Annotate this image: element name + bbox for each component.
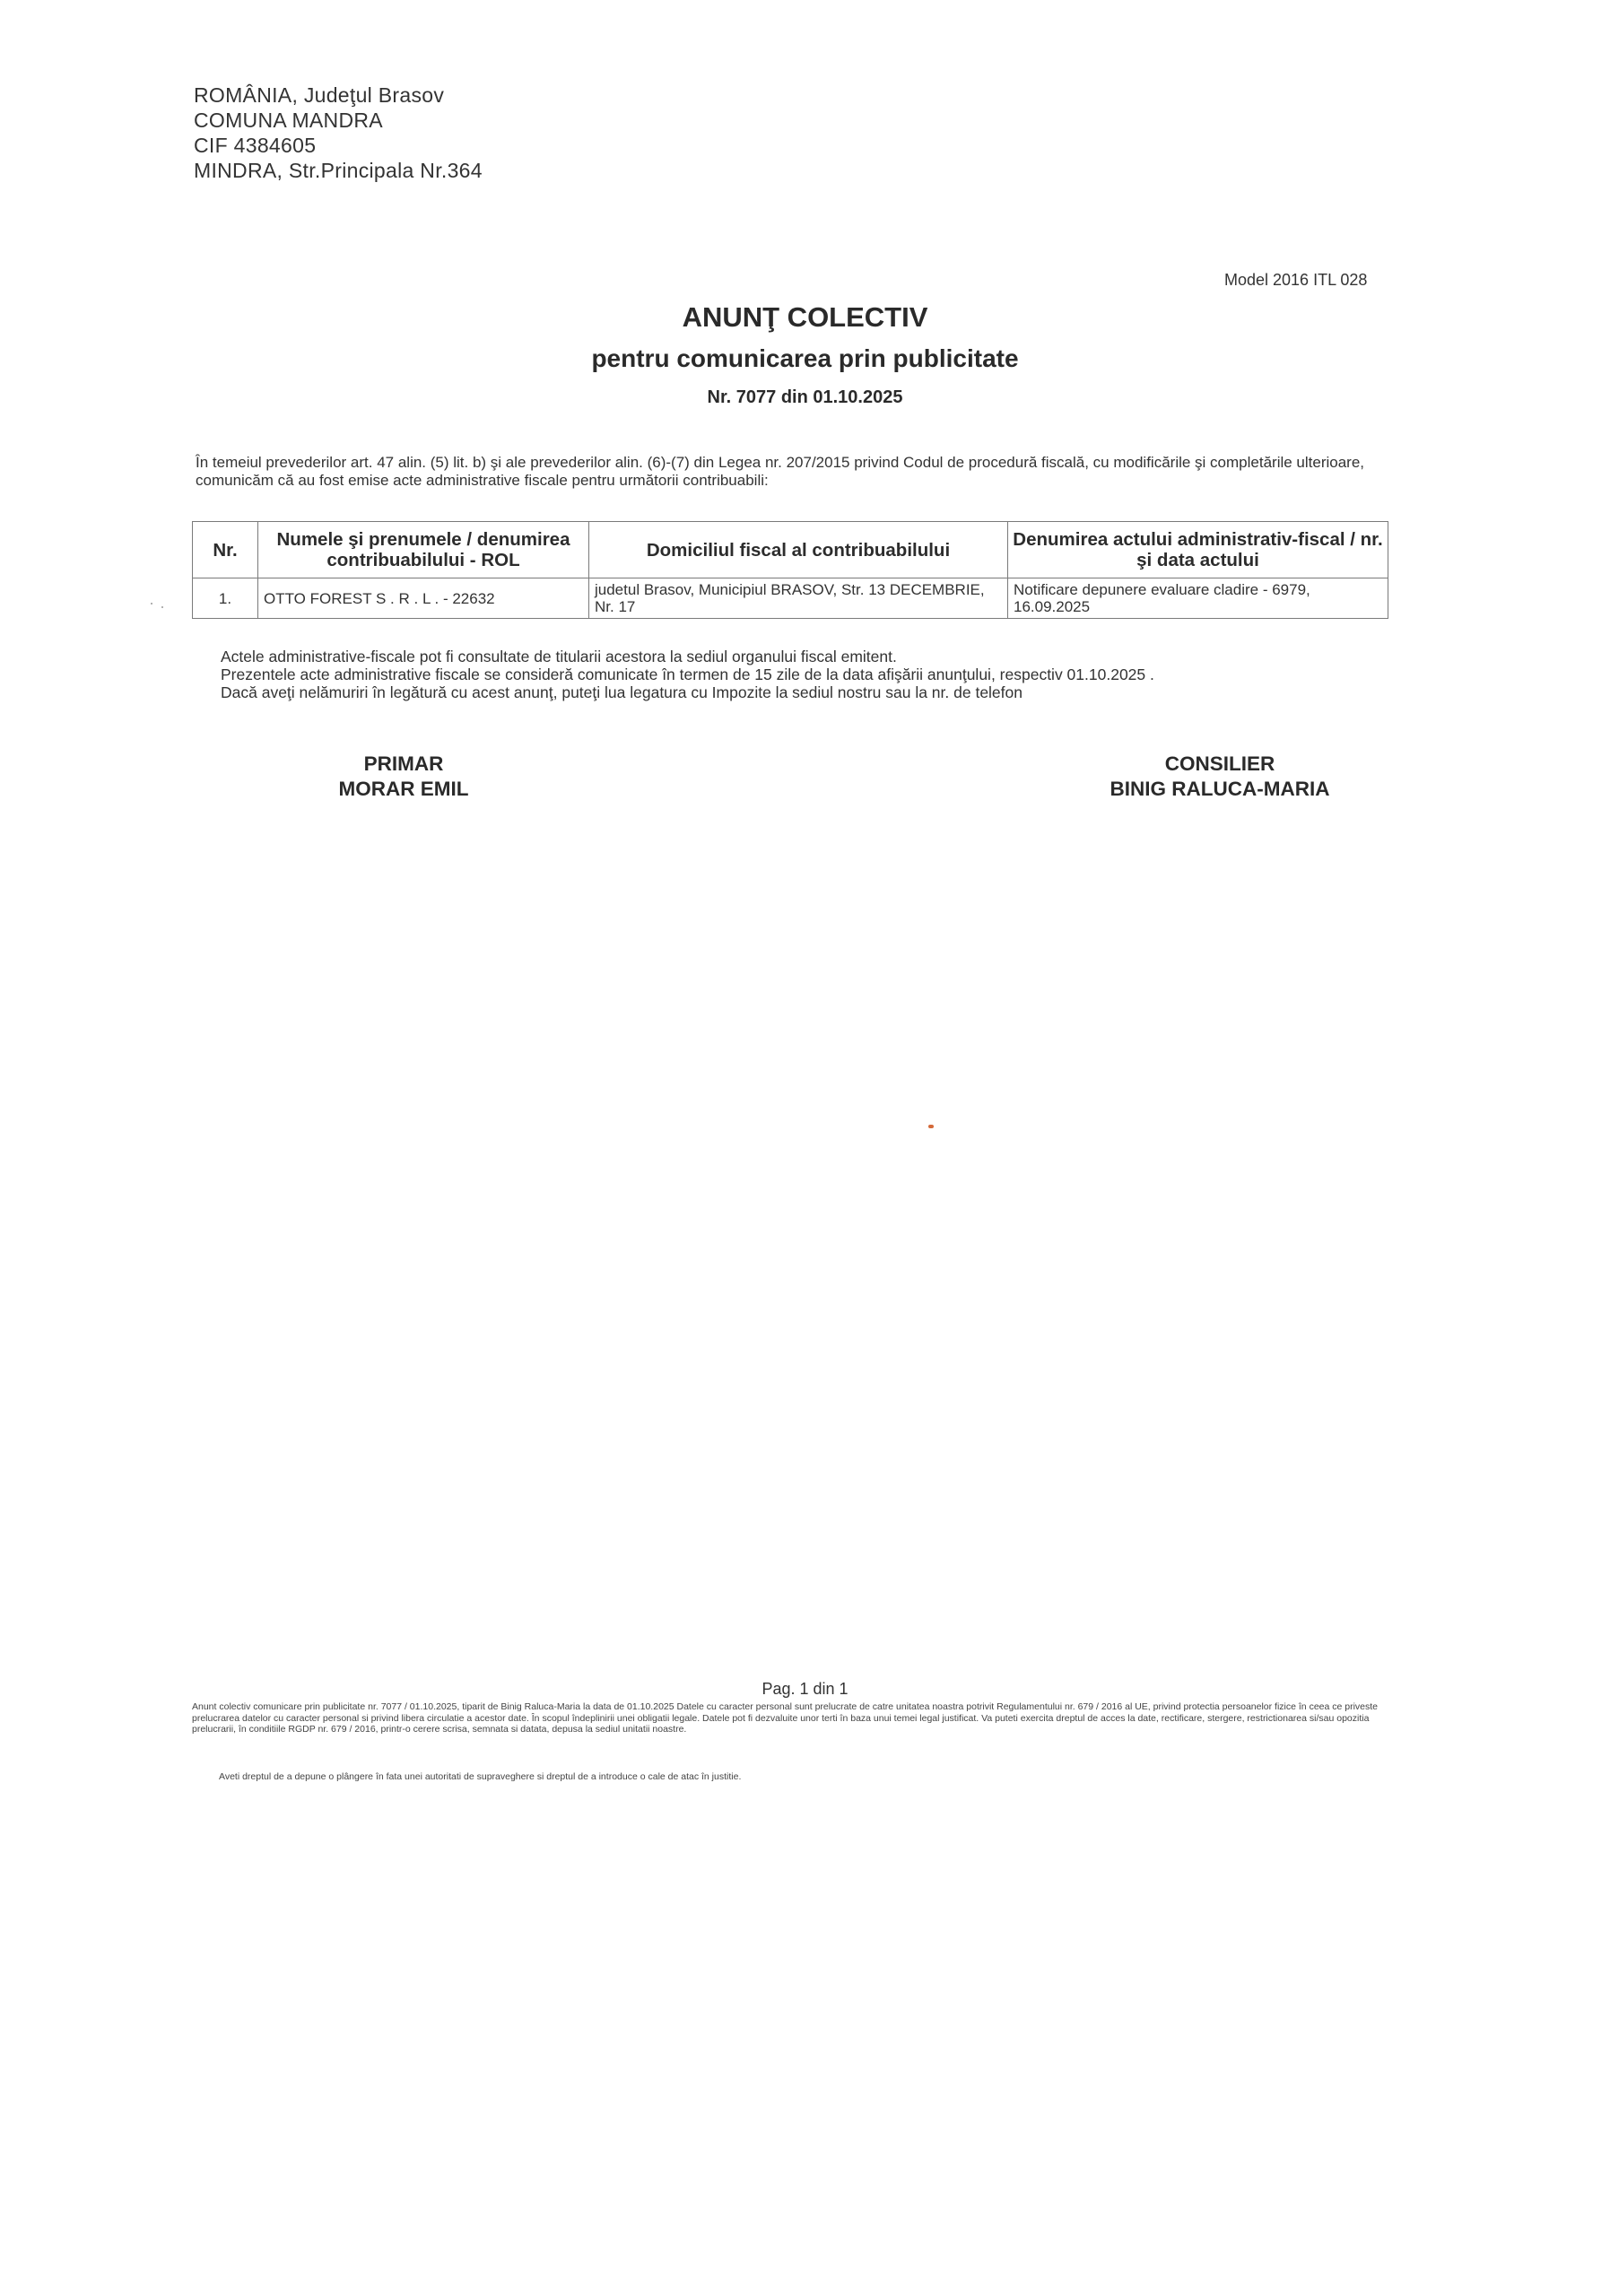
header-name: Numele şi prenumele / denumirea contribuabilului - ROL [258, 522, 589, 578]
issuer-cif: CIF 4384605 [194, 134, 317, 157]
signature-counselor-name: BINIG RALUCA-MARIA [1110, 778, 1330, 800]
document-subtitle: pentru comunicarea prin publicitate [591, 344, 1019, 372]
rights-footer: Aveti dreptul de a depune o plângere în fata unei autoritati de supraveghere si dreptul de a introduce o cale de atac în justitie. [219, 1771, 742, 1782]
signature-mayor [296, 752, 511, 802]
scan-speck [161, 606, 163, 608]
document-title: ANUNŢ COLECTIV [682, 301, 928, 333]
note-communication: Prezentele acte administrative fiscale se consideră comunicate în termen de 15 zile de la data afişării anunţului, respectiv 01.10.2025 . [221, 665, 1154, 683]
document-number: Nr. 7077 din 01.10.2025 [707, 387, 903, 407]
table-row [193, 578, 1388, 619]
note-consult: Actele administrative-fiscale pot fi consultate de titularii acestora la sediul organului fiscal emitent. [221, 648, 897, 665]
page-number: Pag. 1 din 1 [761, 1680, 849, 1698]
cell-address: judetul Brasov, Municipiul BRASOV, Str. 13 DECEMBRIE, Nr. 17 [589, 578, 1008, 619]
note-contact: Dacă aveţi nelămuriri în legătură cu acest anunţ, puteţi lua legatura cu Impozite la sediul nostru sau la nr. de telefon [221, 683, 1023, 701]
notes-block [221, 648, 1154, 701]
scan-mark [928, 1125, 934, 1128]
taxpayer-table [192, 521, 1388, 619]
signature-counselor-role: CONSILIER [1164, 752, 1275, 775]
scan-speck [151, 603, 152, 604]
header-address: Domiciliul fiscal al contribuabilului [589, 522, 1008, 578]
signature-counselor [1058, 752, 1381, 802]
issuer-country-county: ROMÂNIA, Judeţul Brasov [194, 83, 445, 107]
issuer-block [194, 83, 483, 183]
cell-name: OTTO FOREST S . R . L . - 22632 [258, 578, 589, 619]
signature-mayor-name: MORAR EMIL [338, 778, 469, 800]
intro-paragraph: În temeiul prevederilor art. 47 alin. (5) lit. b) şi ale prevederilor alin. (6)-(7) din Legea nr. 207/2015 privind Codul de procedură fiscală, cu modificările şi completările ulterioare, comunicăm că au fost emise acte administrative fiscale pentru următorii contribuabili: [196, 454, 1365, 489]
issuer-commune: COMUNA MANDRA [194, 109, 383, 132]
gdpr-footer: Anunt colectiv comunicare prin publicitate nr. 7077 / 01.10.2025, tiparit de Binig Raluca-Maria la data de 01.10.2025 Datele cu caracter personal sunt prelucrate de catre unitatea noastra potrivit Regulamentului nr. 679 / 2016 al UE, privind protectia persoanelor fizice în ceea ce priveste prelucrarea datelor cu caracter personal si privind libera circulatie a acestor date. În scopul îndeplinirii unei obligatii legale. Datele pot fi dezvaluite unor terti în baza unui temei legal justificat. Va puteti exercita dreptul de acces la date, rectificare, stergere, restrictionarea si/sau opozitia prelucrarii, în conditiile RGDP nr. 679 / 2016, printr-o cerere scrisa, semnata si datata, depusa la sediul unitatii noastre. [192, 1701, 1379, 1735]
cell-act: Notificare depunere evaluare cladire - 6979, 16.09.2025 [1008, 578, 1388, 619]
header-act: Denumirea actului administrativ-fiscal / nr. şi data actului [1008, 522, 1388, 578]
table-header-row [193, 522, 1388, 578]
model-code: Model 2016 ITL 028 [1224, 271, 1368, 289]
header-nr: Nr. [193, 522, 258, 578]
cell-nr: 1. [193, 578, 258, 619]
signature-mayor-role: PRIMAR [363, 752, 444, 775]
issuer-address: MINDRA, Str.Principala Nr.364 [194, 159, 483, 182]
